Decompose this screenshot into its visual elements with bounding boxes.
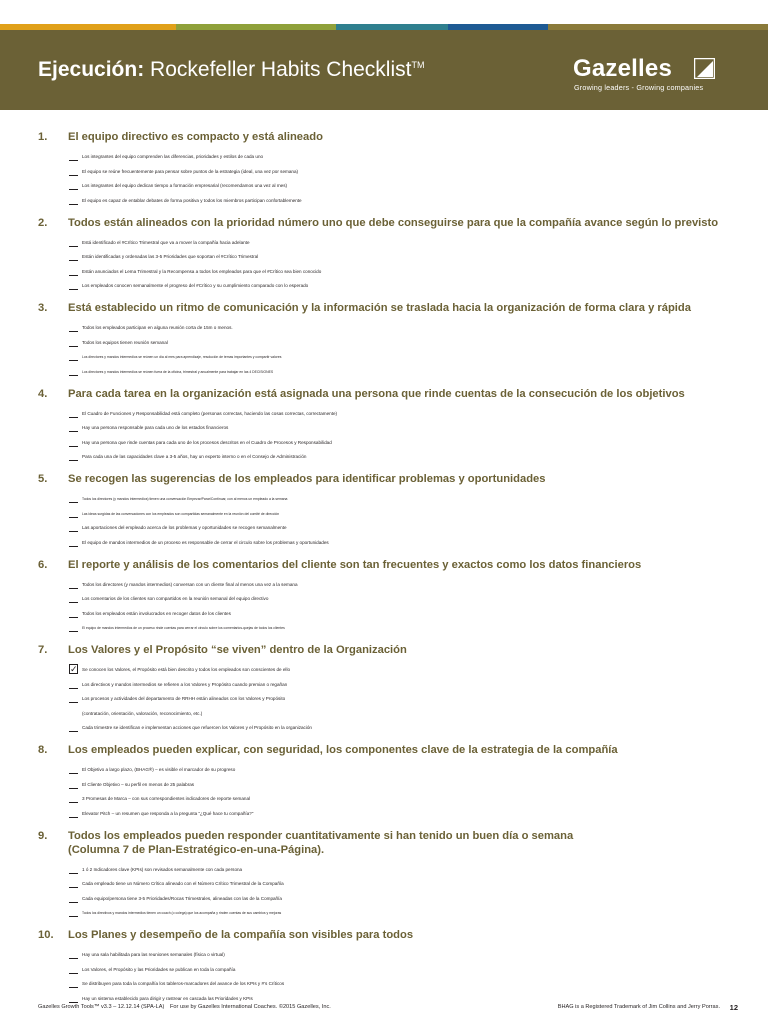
section-heading bbox=[0, 130, 768, 144]
checklist-section bbox=[0, 216, 768, 294]
checkbox[interactable] bbox=[69, 949, 78, 959]
checklist-item bbox=[0, 179, 768, 193]
checkbox[interactable] bbox=[69, 764, 78, 774]
checkbox[interactable] bbox=[69, 893, 78, 903]
checklist-item bbox=[0, 948, 768, 962]
checklist-item bbox=[0, 621, 768, 635]
checklist-items bbox=[0, 863, 768, 921]
checklist-items bbox=[0, 407, 768, 465]
section-heading bbox=[0, 558, 768, 572]
section-number: 5. bbox=[38, 473, 48, 485]
section-title: Se recogen las sugerencias de los empleados para identificar problemas y oportunidades bbox=[68, 473, 546, 485]
checklist-item-text: Elevator Pitch – un resumen que responda a la pregunta “¿Qué hace tu compañía?” bbox=[82, 810, 254, 816]
section-number: 7. bbox=[38, 644, 48, 656]
section-heading bbox=[0, 216, 768, 230]
section-heading bbox=[0, 387, 768, 401]
checklist-items bbox=[0, 236, 768, 294]
checkbox[interactable] bbox=[69, 793, 78, 803]
checklist-item-text: Todos los directores (y mandos intermedios) conversan con un cliente final al menos una vez a la semana bbox=[82, 581, 298, 587]
checklist-item bbox=[0, 607, 768, 621]
checklist-item-text: Los Valores, el Propósito y las Prioridades se publican en toda la compañía bbox=[82, 966, 236, 972]
checkbox[interactable] bbox=[69, 993, 78, 1003]
checklist-item bbox=[0, 807, 768, 821]
checklist-item-text: Todos los directivos y mandos intermedios tienen un coach (o colega) que los acompaña y rinden cuentas de sus cambios y mejoras bbox=[82, 911, 282, 915]
checkbox[interactable] bbox=[69, 195, 78, 205]
checklist-item-text: Cada equipo/persona tiene 3-5 Prioridades/Rocas Trimestrales, alineadas con las de la Compañía bbox=[82, 895, 282, 901]
checklist-item bbox=[0, 592, 768, 606]
checklist-item-text: Se conocen los Valores, el Propósito está bien descrito y todos los empleados son conscientes de ello bbox=[82, 667, 291, 672]
checklist-item-text: Los directores y mandos intermedios se reúnen fuera de la oficina, trimestral y anualmente para trabajar en las 4 DECISIONES bbox=[82, 369, 274, 374]
checklist-section bbox=[0, 928, 768, 1006]
checkbox[interactable] bbox=[69, 622, 78, 632]
checklist-item-text: El Cuadro de Funciones y Responsabilidad está completo (personas correctas, haciendo las cosas correctas, correctamente) bbox=[82, 410, 338, 416]
checkbox[interactable] bbox=[69, 166, 78, 176]
checklist-items bbox=[0, 948, 768, 1006]
checklist-item-text: Están anunciados el Lema Trimestral y la Recompensa a todos los empleados para que el #Crítico sea bien conocido bbox=[82, 268, 322, 274]
checklist-item bbox=[0, 877, 768, 891]
checklist-item-text: Hay un sistema establecido para dirigir y rastrear en cascada las Prioridades y KPIs bbox=[82, 995, 253, 1001]
checklist-item bbox=[0, 906, 768, 920]
checklist-section bbox=[0, 130, 768, 208]
checkbox[interactable] bbox=[69, 878, 78, 888]
section-heading bbox=[0, 928, 768, 942]
checklist-item bbox=[0, 321, 768, 335]
checkbox[interactable] bbox=[69, 322, 78, 332]
checklist-item-text: El Cliente Objetivo – su perfil en menos de 25 palabras bbox=[82, 781, 195, 787]
logo-wordmark: Gazelles bbox=[573, 55, 672, 82]
checklist-item-text: 3 Promesas de Marca – con sus correspondientes indicadores de reporte semanal bbox=[82, 796, 251, 801]
page-title bbox=[38, 58, 424, 82]
checklist-items bbox=[0, 663, 768, 735]
checklist-item bbox=[0, 521, 768, 535]
checklist-item bbox=[0, 492, 768, 506]
checklist-item bbox=[0, 165, 768, 179]
section-heading bbox=[0, 472, 768, 486]
checklist-section bbox=[0, 829, 768, 921]
checkbox[interactable] bbox=[69, 537, 78, 547]
checkbox[interactable] bbox=[69, 337, 78, 347]
trademark-mark: TM bbox=[411, 60, 425, 70]
checklist-item-text: Las ideas surgidas de las conversaciones con los empleados son compartidas semanalmente en la reunión del comité de dirección bbox=[82, 511, 280, 516]
checklist-section bbox=[0, 558, 768, 636]
checklist-item bbox=[0, 436, 768, 450]
checkbox[interactable] bbox=[69, 151, 78, 161]
section-number: 8. bbox=[38, 744, 48, 756]
section-number: 1. bbox=[38, 131, 48, 143]
checklist-item-text: El equipo de mandos intermedios de un proceso rinde cuentas para cerrar el circulo sobre los comentarios-quejas de todos los clientes bbox=[82, 626, 285, 630]
checklist-item-continuation: (contratación, orientación, valoración, reconocimiento, etc.) bbox=[82, 710, 203, 716]
section-number: 9. bbox=[38, 829, 48, 842]
checklist-item-text: Hay una sala habilitada para las reuniones semanales (física o virtual) bbox=[82, 952, 225, 957]
checklist-item bbox=[0, 265, 768, 279]
checkbox[interactable] bbox=[69, 180, 78, 190]
checklist-item bbox=[0, 407, 768, 421]
checklist-item bbox=[0, 450, 768, 464]
footer-version: Gazelles Growth Tools™ v3.3 – 12.12.14 (SPA-LA) bbox=[38, 1004, 165, 1010]
checklist-item bbox=[0, 578, 768, 592]
gazelles-logo bbox=[573, 55, 733, 97]
checklist-item-text: Se distribuyen para toda la compañía los tableros-marcadores del avance de los KPIs y #’s Críticos bbox=[82, 981, 285, 986]
checkbox[interactable] bbox=[69, 251, 78, 261]
checkbox[interactable] bbox=[69, 864, 78, 874]
checkbox[interactable] bbox=[69, 593, 78, 603]
section-heading bbox=[0, 301, 768, 315]
checklist-item-text: Está identificado el #Crítico Trimestral que va a mover la compañía hacia adelante bbox=[82, 239, 250, 245]
checklist-item-text: 1 ó 2 Indicadores clave (KPIs) son revisados semanalmente con cada persona bbox=[82, 866, 243, 872]
checkbox[interactable] bbox=[69, 522, 78, 532]
checklist-item bbox=[0, 250, 768, 264]
checkbox[interactable] bbox=[69, 280, 78, 290]
checklist-item-text: Los comentarios de los clientes son compartidos en la reunión semanal del equipo directivo bbox=[82, 596, 269, 601]
checklist-item bbox=[0, 365, 768, 379]
checklist-item bbox=[0, 977, 768, 991]
checklist-items bbox=[0, 150, 768, 208]
section-title: Los empleados pueden explicar, con seguridad, los componentes clave de la estrategia de la compañía bbox=[68, 744, 618, 756]
checkbox[interactable] bbox=[69, 437, 78, 447]
checklist-item-text: Para cada una de las capacidades clave a 3-5 años, hay un experto interno o en el Consejo de Administración bbox=[82, 454, 307, 459]
section-heading bbox=[0, 743, 768, 757]
checklist-items bbox=[0, 492, 768, 550]
footer-copyright: For use by Gazelles International Coaches. ©2015 Gazelles, Inc. bbox=[170, 1004, 331, 1010]
section-title: El equipo directivo es compacto y está alineado bbox=[68, 131, 323, 143]
checked-box-icon[interactable]: ✓ bbox=[70, 664, 78, 674]
section-title: Para cada tarea en la organización está asignada una persona que rinde cuentas de la consecución de los objetivos bbox=[68, 387, 685, 400]
checkbox[interactable] bbox=[69, 779, 78, 789]
checklist-item-text: Los integrantes del equipo comprenden las diferencias, prioridades y estilos de cada uno bbox=[82, 154, 264, 159]
checkbox[interactable] bbox=[69, 508, 78, 518]
checklist-item-text: El equipo se reúne frecuentemente para pensar sobre puntos de la estrategia (ideal, una vez por semana) bbox=[82, 168, 299, 174]
checklist-item-text: Hay una persona que rinde cuentas para cada uno de los procesos descritos en el Cuadro de Procesos y Responsabilidad bbox=[82, 439, 332, 445]
title-bold: Ejecución: bbox=[38, 58, 145, 81]
checklist-item bbox=[0, 279, 768, 293]
checklist-items bbox=[0, 321, 768, 379]
checkbox[interactable] bbox=[69, 351, 78, 361]
section-heading bbox=[0, 829, 768, 857]
checkbox[interactable] bbox=[69, 408, 78, 418]
checklist-section bbox=[0, 743, 768, 821]
section-title: Todos los empleados pueden responder cuantitativamente si han tenido un buen día o semana (Columna 7 de Plan-Estratégico-en-una-Página). bbox=[68, 829, 574, 856]
checklist-item-text: Los empleados conocen semanalmente el progreso del #Crítico y su cumplimiento comparado con lo esperado bbox=[82, 283, 309, 288]
checklist-item-text: Cada empleado tiene un Número Crítico alineado con el Número Crítico Trimestral de la Compañía bbox=[82, 881, 284, 886]
checklist-item-text: Las aportaciones del empleado acerca de los problemas y oportunidades se recogen semanalmente bbox=[82, 525, 287, 530]
checklist-item bbox=[0, 194, 768, 208]
checklist-item-text: El equipo de mandos intermedios de un proceso es responsable de cerrar el circulo sobre los problemas y oportunidades bbox=[82, 539, 329, 545]
checkbox[interactable] bbox=[69, 693, 78, 703]
checkbox[interactable] bbox=[69, 422, 78, 432]
checklist-item-text: Los directivos y mandos intermedios se refieren a los Valores y Propósito cuando premian o regañan bbox=[82, 681, 288, 687]
checkbox[interactable] bbox=[69, 608, 78, 618]
checklist-item bbox=[0, 663, 768, 677]
checkbox[interactable] bbox=[69, 964, 78, 974]
checklist-item bbox=[0, 763, 768, 777]
gazelle-mark-icon bbox=[694, 58, 715, 79]
checkbox[interactable] bbox=[69, 808, 78, 818]
section-title: Todos están alineados con la prioridad número uno que debe conseguirse para que la compañía avance según lo previsto bbox=[68, 216, 719, 229]
checklist-item-text: Los procesos y actividades del departamento de RRHH están alineados con los Valores y Propósito bbox=[82, 696, 286, 701]
checklist-item bbox=[0, 778, 768, 792]
checkbox[interactable] bbox=[69, 907, 78, 917]
checklist-item bbox=[0, 692, 768, 706]
checklist-item bbox=[0, 963, 768, 977]
logo-tagline: Growing leaders - Growing companies bbox=[574, 83, 704, 92]
section-title: Los Planes y desempeño de la compañía son visibles para todos bbox=[68, 929, 414, 941]
checklist-item-text: Están identificadas y ordenadas las 3-5 Prioridades que soportan el #Crítico Trimestral bbox=[82, 254, 259, 259]
checklist-item bbox=[0, 863, 768, 877]
checklist-item bbox=[0, 350, 768, 364]
checklist-item-text: Todos los equipos tienen reunión semanal bbox=[82, 339, 168, 345]
checklist-item-text: Todos los empleados están involucrados en recoger datos de los clientes bbox=[82, 610, 231, 616]
checklist-item-text: Todos los empleados participan en alguna reunión corta de 15m o menos. bbox=[82, 325, 233, 330]
checkbox[interactable] bbox=[69, 722, 78, 732]
checkbox[interactable] bbox=[69, 266, 78, 276]
page-number: 12 bbox=[729, 1003, 738, 1012]
checklist-item bbox=[0, 536, 768, 550]
checklist-section bbox=[0, 472, 768, 550]
section-number: 6. bbox=[38, 558, 48, 571]
checkbox[interactable] bbox=[69, 579, 78, 589]
checkbox[interactable] bbox=[69, 493, 78, 503]
section-number: 3. bbox=[38, 302, 48, 314]
checklist-item bbox=[0, 507, 768, 521]
checklist-section bbox=[0, 643, 768, 735]
section-title: Está establecido un ritmo de comunicación y la información se traslada hacia la organización de forma clara y rápida bbox=[68, 302, 691, 314]
checklist-item-text: El equipo es capaz de entablar debates de forma positiva y todos los miembros participan confortablemente bbox=[82, 197, 302, 203]
checklist-item-text: Los directores y mandos intermedios se reúnen un día al mes para aprendizaje, resolución de temas importantes y compartir valores bbox=[82, 355, 282, 359]
section-title: El reporte y análisis de los comentarios del cliente son tan frecuentes y exactos como los datos financieros bbox=[68, 558, 642, 571]
checklist-item bbox=[0, 236, 768, 250]
checklist-item bbox=[0, 336, 768, 350]
checkbox[interactable] bbox=[69, 366, 78, 376]
checklist bbox=[0, 122, 768, 1006]
section-title: Los Valores y el Propósito “se viven” dentro de la Organización bbox=[68, 644, 407, 656]
checklist-item-text: Cada trimestre se identifican e implementan acciones que refuercen los Valores y el Propósito en la organización bbox=[82, 725, 312, 730]
checklist-item-text: Todos los directores (y mandos intermedios) tienen una conversación Empezar/Parar/Continuar, con al menos un empleado a la semana bbox=[82, 497, 288, 501]
checklist-items bbox=[0, 763, 768, 821]
section-number: 2. bbox=[38, 216, 48, 229]
section-number: 10. bbox=[38, 929, 54, 941]
title-rest: Rockefeller Habits Checklist bbox=[150, 58, 412, 81]
checklist-item-text: Los integrantes del equipo dedican tiempo a formación empresarial (recomendamos una vez al mes) bbox=[82, 183, 288, 188]
checklist-item bbox=[0, 892, 768, 906]
checklist-item-text: Hay una persona responsable para cada uno de los estados financieros bbox=[82, 425, 229, 430]
checklist-items bbox=[0, 578, 768, 636]
checklist-item bbox=[0, 792, 768, 806]
checklist-item bbox=[0, 150, 768, 164]
checkbox[interactable] bbox=[69, 451, 78, 461]
checklist-section bbox=[0, 387, 768, 465]
footer-trademark-note: BHAG is a Registered Trademark of Jim Collins and Jerry Porras. bbox=[557, 1004, 720, 1010]
section-heading bbox=[0, 643, 768, 657]
checklist-item bbox=[0, 678, 768, 692]
checklist-item bbox=[0, 421, 768, 435]
checklist-section bbox=[0, 301, 768, 379]
checkbox[interactable] bbox=[69, 237, 78, 247]
section-number: 4. bbox=[38, 387, 48, 400]
checkbox[interactable] bbox=[69, 679, 78, 689]
checkbox[interactable] bbox=[69, 978, 78, 988]
checklist-item-text: El Objetivo a largo plazo, (BHAG®) – es visible el marcador de su progreso bbox=[82, 767, 236, 772]
checklist-item bbox=[0, 721, 768, 735]
